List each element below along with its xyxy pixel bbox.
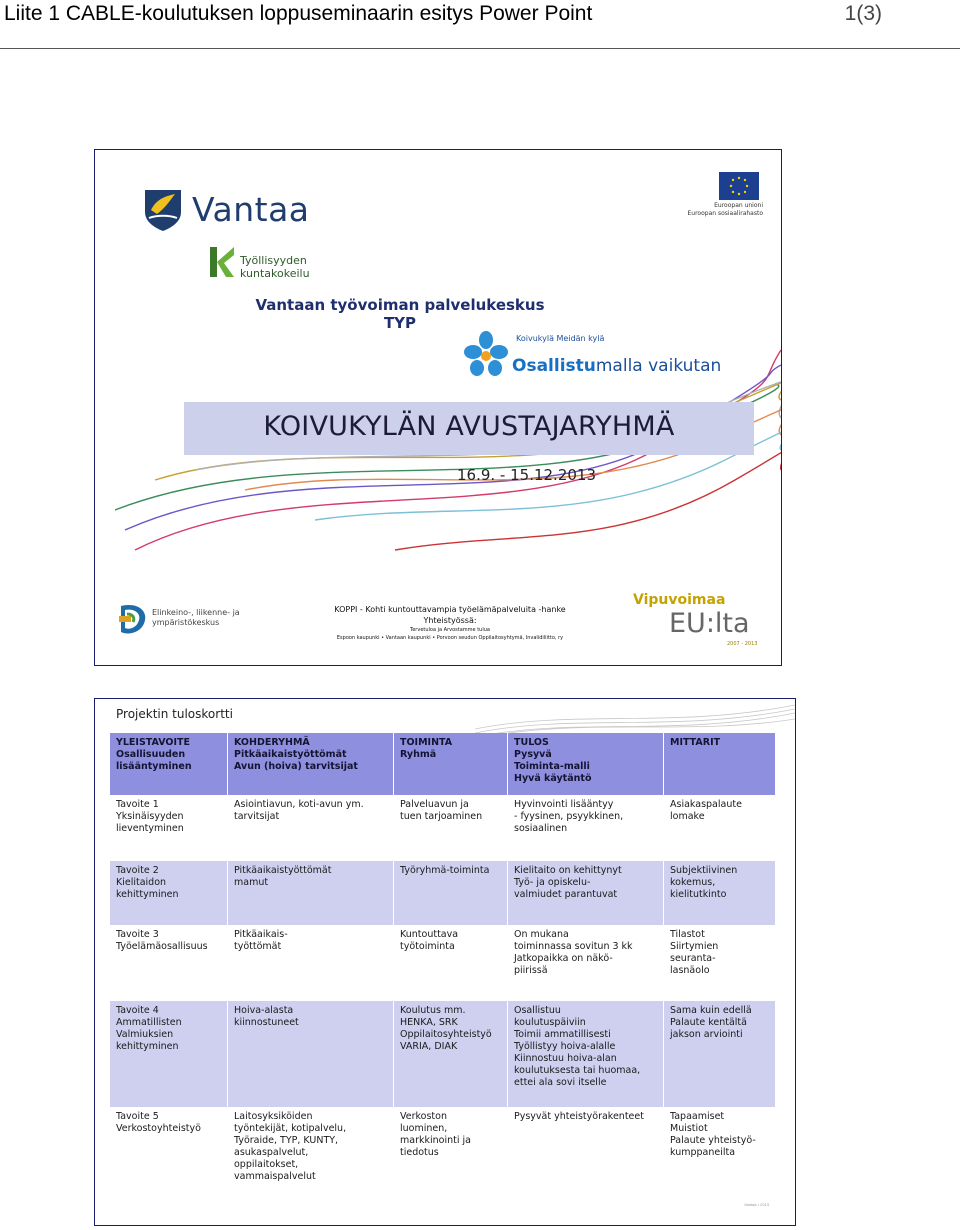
table-cell: Hoiva-alasta kiinnostuneet <box>228 1001 394 1107</box>
koppi-credits <box>295 604 605 642</box>
osallistu-logo-text <box>512 356 721 376</box>
table-cell: Tavoite 5 Verkostoyhteistyö <box>110 1107 228 1201</box>
table-cell: Koulutus mm. HENKA, SRK Oppilaitosyhteistyö VARIA, DIAK <box>394 1001 508 1107</box>
typ-title: Vantaan työvoiman palvelukeskus TYP <box>255 296 545 332</box>
table-row <box>110 795 776 861</box>
koppi-line-1: KOPPI - Kohti kuntouttavampia työelämäpalveluita -hanke <box>334 605 566 614</box>
table-cell: Työryhmä-toiminta <box>394 861 508 925</box>
slide-results-card <box>94 698 796 1226</box>
koppi-line-3: Tervetuloa ja Arvostamme tulua <box>410 627 490 633</box>
koppi-line-4: Espoon kaupunki • Vantaan kaupunki • Porvoon seudun Oppilaitosyhtymä, Invalidiliitto, ry <box>336 635 564 641</box>
slide2-title: Projektin tuloskortti <box>116 707 233 721</box>
table-cell: Pitkäaikaistyöttömät mamut <box>228 861 394 925</box>
results-table <box>110 733 776 1201</box>
table-cell: Kielitaito on kehittynyt Työ- ja opiskelu- valmiudet parantuvat <box>508 861 664 925</box>
banner-title: KOIVUKYLÄN AVUSTAJARYHMÄ <box>263 411 675 442</box>
slide-title-page <box>94 149 782 666</box>
osallistu-flower-icon <box>463 330 509 382</box>
table-cell: Sama kuin edellä Palaute kentältä jakson arviointi <box>664 1001 776 1107</box>
eulta-years: 2007 - 2013 <box>727 641 758 647</box>
table-cell: Pitkäaikais- työttömät <box>228 925 394 1001</box>
table-cell: Asiakaspalaute lomake <box>664 795 776 861</box>
kuntakokeilu-text: Työllisyyden kuntakokeilu <box>240 254 310 280</box>
header-cell: TOIMINTA Ryhmä <box>394 733 508 795</box>
header-cell: TULOS Pysyvä Toiminta-malli Hyvä käytäntö <box>508 733 664 795</box>
table-cell: Hyvinvointi lisääntyy - fyysinen, psyykkinen, sosiaalinen <box>508 795 664 861</box>
table-cell: Tilastot Siirtymien seuranta- lasnäolo <box>664 925 776 1001</box>
table-cell: Kuntouttava työtoiminta <box>394 925 508 1001</box>
title-banner <box>184 402 754 455</box>
table-cell: On mukana toiminnassa sovitun 3 kk Jatkopaikka on näkö- piirissä <box>508 925 664 1001</box>
table-cell: Laitosyksiköiden työntekijät, kotipalvelu, Työraide, TYP, KUNTY, asukaspalvelut, oppilaitokset, vammaispalvelut <box>228 1107 394 1201</box>
table-cell: Pysyvät yhteistyörakenteet <box>508 1107 664 1201</box>
table-cell: Tavoite 2 Kielitaidon kehittyminen <box>110 861 228 925</box>
eulta-text: EU:lta <box>669 608 750 639</box>
header-cell: KOHDERYHMÄ Pitkäaikaistyöttömät Avun (hoiva) tarvitsijat <box>228 733 394 795</box>
page-header <box>0 0 960 49</box>
date-range: 16.9. - 15.12.2013 <box>457 466 596 484</box>
table-header-row <box>110 733 776 795</box>
kuntakokeilu-logo-icon <box>208 245 238 279</box>
table-cell: Tapaamiset Muistiot Palaute yhteistyö- kumppaneilta <box>664 1107 776 1201</box>
table-cell: Palveluavun ja tuen tarjoaminen <box>394 795 508 861</box>
table-row <box>110 1001 776 1107</box>
osallistu-tagline: Koivukylä Meidän kylä <box>516 334 605 343</box>
eu-text: Euroopan unioni Euroopan sosiaalirahasto <box>687 202 763 217</box>
vantaa-crest-icon <box>143 188 183 232</box>
ely-text: Elinkeino-, liikenne- ja ympäristökeskus <box>152 608 240 627</box>
table-cell: Osallistuu koulutuspäiviin Toimii ammatillisesti Työllistyy hoiva-alalle Kiinnostuu hoiva-alan koulutuksesta tai huomaa, ettei ala sovi itselle <box>508 1001 664 1107</box>
osallistu-bold: Osallistu <box>512 356 596 376</box>
slide2-footer: Vantaa • 2013 <box>744 1202 769 1207</box>
table-row <box>110 925 776 1001</box>
table-row <box>110 861 776 925</box>
header-cell: YLEISTAVOITE Osallisuuden lisääntyminen <box>110 733 228 795</box>
ely-logo-icon <box>117 602 149 638</box>
vipuvoimaa-text: Vipuvoimaa <box>633 592 726 608</box>
table-cell: Asiointiavun, koti-avun ym. tarvitsijat <box>228 795 394 861</box>
header-cell: MITTARIT <box>664 733 776 795</box>
table-cell: Verkoston luominen, markkinointi ja tiedotus <box>394 1107 508 1201</box>
table-cell: Tavoite 1 Yksinäisyyden lieventyminen <box>110 795 228 861</box>
table-cell: Tavoite 3 Työelämäosallisuus <box>110 925 228 1001</box>
table-cell: Tavoite 4 Ammatillisten Valmiuksien kehittyminen <box>110 1001 228 1107</box>
osallistu-rest: malla vaikutan <box>595 356 722 376</box>
vantaa-logo-text: Vantaa <box>192 190 310 229</box>
eu-flag-icon <box>719 172 759 200</box>
document-title: Liite 1 CABLE-koulutuksen loppuseminaarin esitys Power Point <box>4 2 593 25</box>
page-number: 1(3) <box>844 2 882 25</box>
table-row <box>110 1107 776 1201</box>
table-cell: Subjektiivinen kokemus, kielitutkinto <box>664 861 776 925</box>
koppi-line-2: Yhteistyössä: <box>423 616 477 625</box>
